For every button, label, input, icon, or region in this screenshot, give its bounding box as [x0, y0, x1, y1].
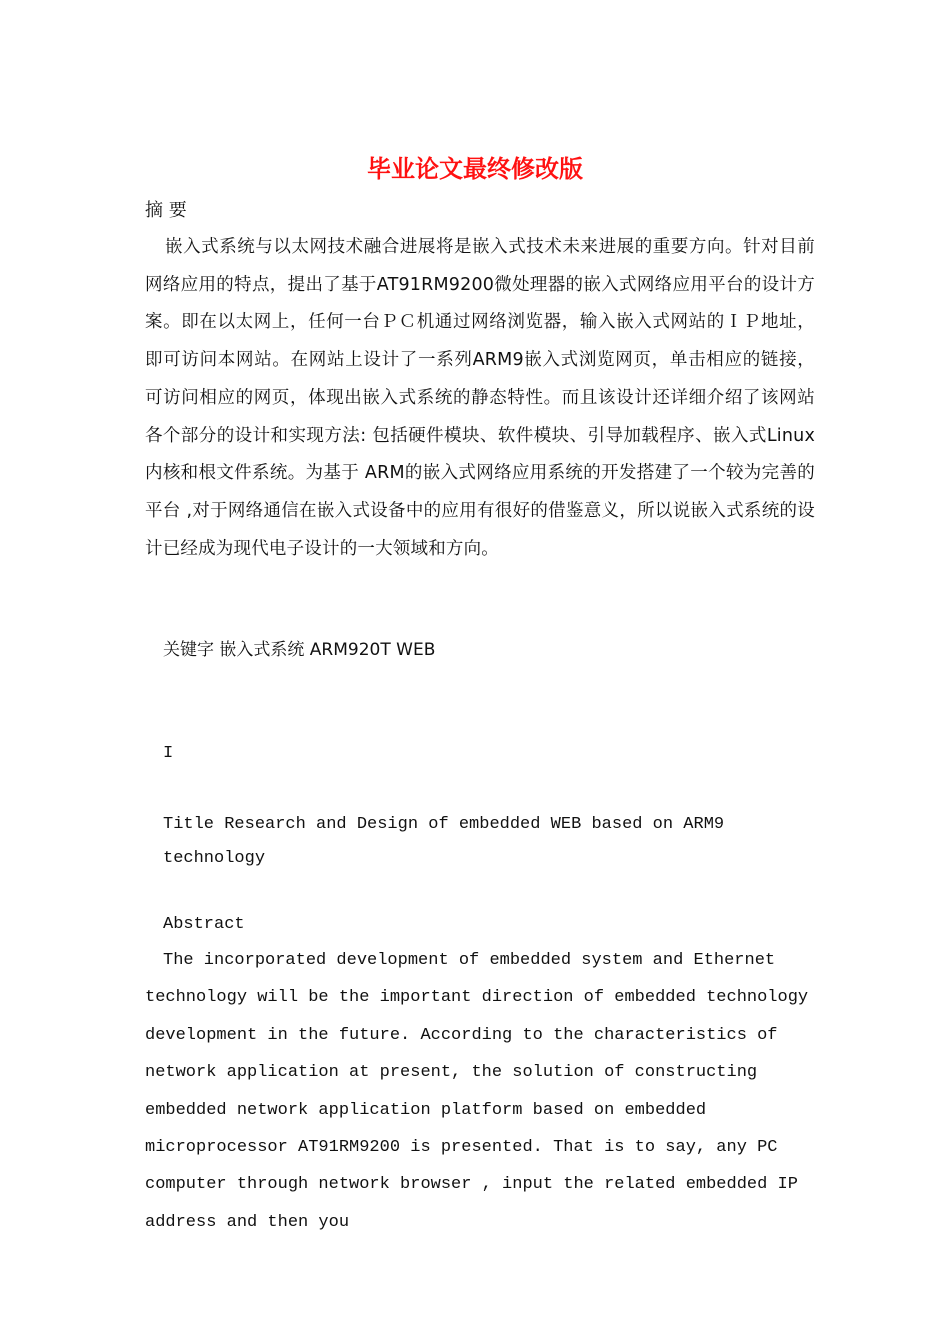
keywords-line: 关键字 嵌入式系统 ARM920T WEB [163, 640, 436, 660]
abstract-chinese-paragraph: 嵌入式系统与以太网技术融合进展将是嵌入式技术未来进展的重要方向。针对目前网络应用的特点，提出了基于AT91RM9200微处理器的嵌入式网络应用平台的设计方案。即在以太网上，任何一台ＰＣ机通过网络浏览器，输入嵌入式网站的ＩＰ地址，即可访问本网站。在网站上设计了一系列ARM9嵌入式浏览网页，单击相应的链接，可访问相应的网页，体现出嵌入式系统的静态特性。而且该设计还详细介绍了该网站各个部分的设计和实现方法: 包括硬件模块、软件模块、引导加载程序、嵌入式Linux内核和根文件系统。为基于 ARM的嵌入式网络应用系统的开发搭建了一个较为完善的平台 ,对于网络通信在嵌入式设备中的应用有很好的借鉴意义，所以说嵌入式系统的设计已经成为现代电子设计的一大领域和方向。 [145, 237, 815, 559]
page-number: I [163, 744, 174, 763]
document-title: 毕业论文最终修改版 [367, 154, 583, 183]
english-title: Title Research and Design of embedded WEB based on ARM9 technology [163, 815, 725, 868]
english-abstract-label: Abstract [163, 915, 245, 934]
abstract-label: 摘 要 [145, 200, 187, 221]
abstract-english-paragraph: The incorporated development of embedded system and Ethernet technology will be the important direction of embedded technology development in the future. According to the characteristics of network application at present, the solution of constructing embedded network application platform based on embedded microprocessor AT91RM9200 is presented. That is to say, any PC computer through network browser , input the related embedded IP address and then you [145, 951, 809, 1232]
